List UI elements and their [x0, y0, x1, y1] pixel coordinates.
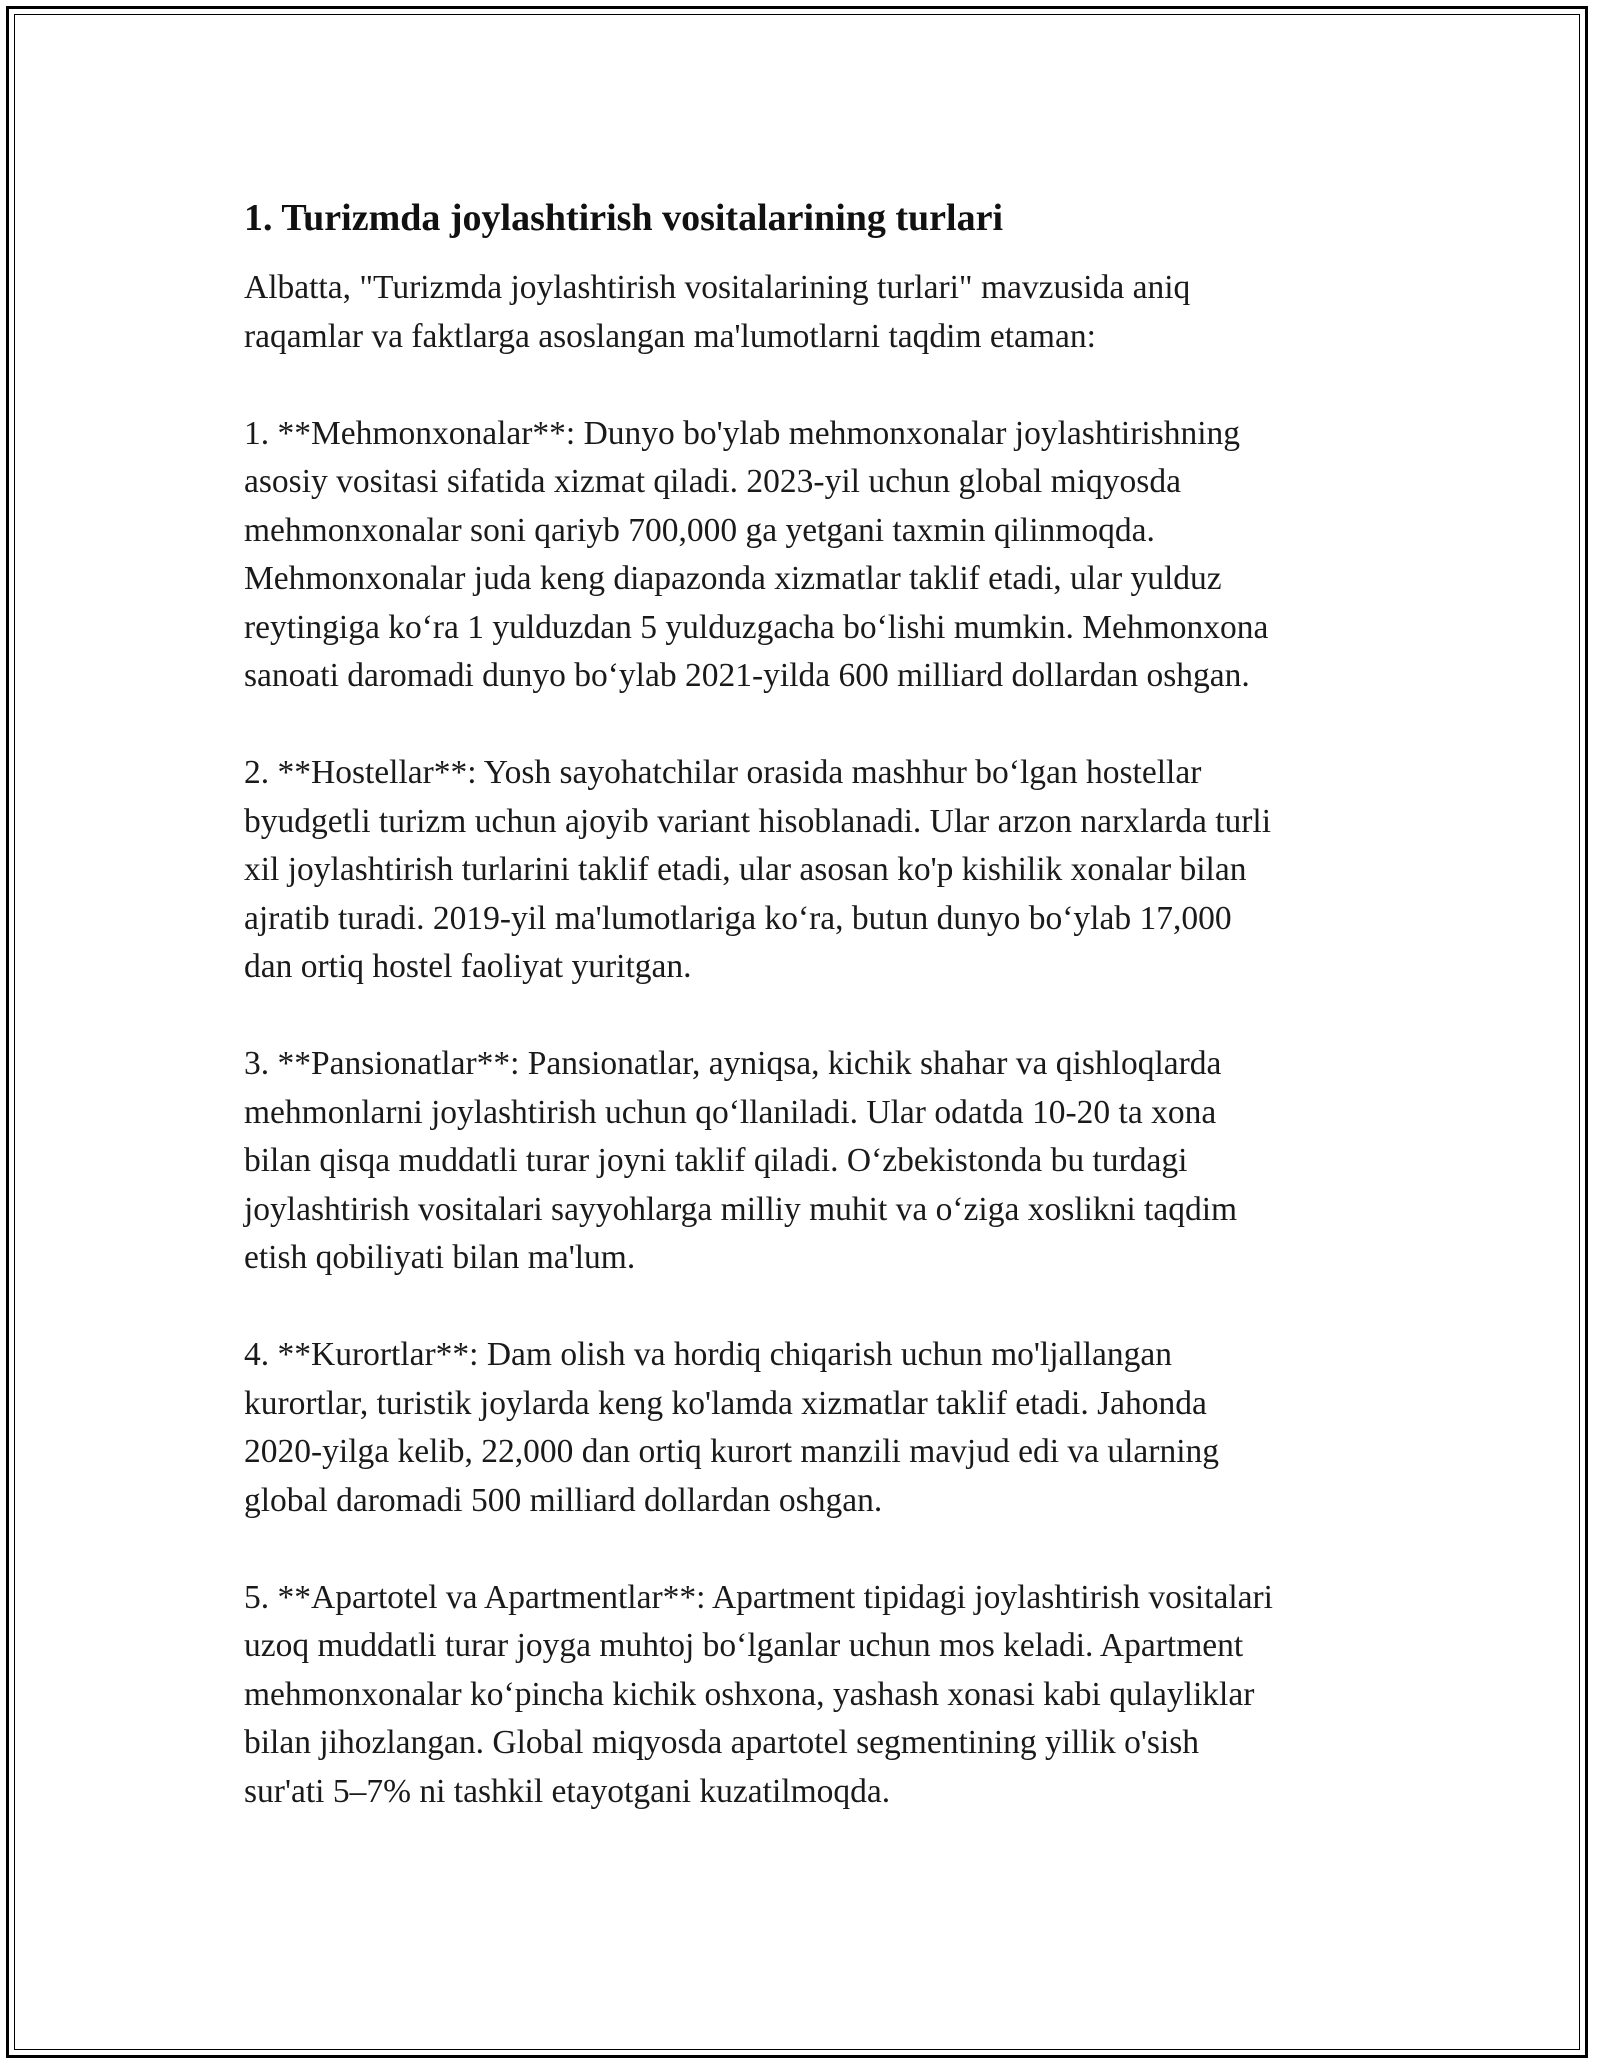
intro-paragraph: Albatta, "Turizmda joylashtirish vositalarining turlari" mavzusida aniq raqamlar va faktlarga asoslangan ma'lumotlarni taqdim etaman: [244, 269, 1191, 355]
paragraph-kurortlar: 4. **Kurortlar**: Dam olish va hordiq chiqarish uchun mo'ljallangan kurortlar, turistik joylarda keng ko'lamda xizmatlar taklif etadi. Jahonda 2020-yilga kelib, 22,000 dan ortiq kurort manzili mavjud edi va ularning global daromadi 500 milliard dollardan oshgan. [244, 1336, 1220, 1519]
paragraph-mehmonxonalar: 1. **Mehmonxonalar**: Dunyo bo'ylab mehmonxonalar joylashtirishning asosiy vositasi sifatida xizmat qiladi. 2023-yil uchun global miqyosda mehmonxonalar soni qariyb 700,000 ga yetgani taxmin qilinmoqda. Mehmonxonalar juda keng diapazonda xizmatlar taklif etadi, ular yulduz reytingiga koʻra 1 yulduzdan 5 yulduzgacha boʻlishi mumkin. Mehmonxona sanoati daromadi dunyo boʻylab 2021-yilda 600 milliard dollardan oshgan. [244, 414, 1269, 694]
paragraph-apartotel: 5. **Apartotel va Apartmentlar**: Apartment tipidagi joylashtirish vositalari uzoq muddatli turar joyga muhtoj boʻlganlar uchun mos keladi. Apartment mehmonxonalar koʻpincha kichik oshxona, yashash xonasi kabi qulayliklar bilan jihozlangan. Global miqyosda apartotel segmentining yillik o'sish sur'ati 5–7% ni tashkil etayotgani kuzatilmoqda. [244, 1578, 1273, 1810]
document-title: 1. Turizmda joylashtirish vositalarining turlari [244, 197, 1004, 239]
paragraph-pansionatlar: 3. **Pansionatlar**: Pansionatlar, ayniqsa, kichik shahar va qishloqlarda mehmonlarni joylashtirish uchun qoʻllaniladi. Ular odatda 10-20 ta xona bilan qisqa muddatli turar joyni taklif qiladi. Oʻzbekistonda bu turdagi joylashtirish vositalari sayyohlarga milliy muhit va oʻziga xoslikni taqdim etish qobiliyati bilan ma'lum. [244, 1045, 1238, 1276]
paragraph-hostellar: 2. **Hostellar**: Yosh sayohatchilar orasida mashhur boʻlgan hostellar byudgetli turizm uchun ajoyib variant hisoblanadi. Ular arzon narxlarda turli xil joylashtirish turlarini taklif etadi, ular asosan ko'p kishilik xonalar bilan ajratib turadi. 2019-yil ma'lumotlariga koʻra, butun dunyo boʻylab 17,000 dan ortiq hostel faoliyat yuritgan. [244, 754, 1272, 985]
page-frame [6, 6, 1588, 2058]
document-body [244, 194, 1394, 1865]
